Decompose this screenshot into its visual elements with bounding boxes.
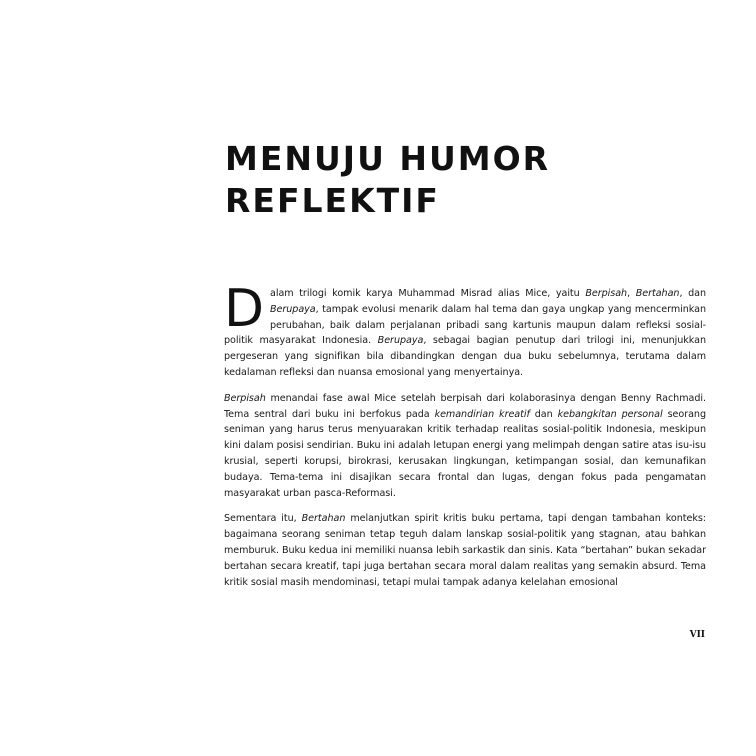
text-run: , tampak evolusi menarik dalam hal tema dan gaya ungkap yang mencerminkan perubahan, baik dalam perjalanan pribadi sang kartunis maupun dalam refleksi sosial-politik masyarakat Indonesia. — [224, 303, 706, 347]
italic-text: kemandirian kreatif — [434, 408, 530, 420]
text-run: , — [627, 288, 636, 299]
italic-text: Berupaya — [377, 335, 424, 347]
text-run: alam trilogi komik karya Muhammad Misrad alias Mice, yaitu — [270, 288, 586, 299]
paragraph-2 — [224, 391, 706, 502]
body-text — [224, 279, 707, 600]
italic-text: Berpisah — [585, 288, 628, 299]
italic-text: Bertahan — [635, 288, 680, 299]
italic-text: Berupaya — [270, 303, 316, 315]
text-run: , sebagai bagian penutup dari trilogi ini, menunjukkan pergeseran yang signifikan bila dibandingkan dengan dua buku sebelumnya, terutama dalam kedalaman refleksi dan nuansa emosional yang menyertainya. — [224, 335, 707, 378]
italic-text: kebangkitan personal — [557, 408, 663, 420]
text-run: , dan — [679, 288, 706, 299]
text-run: seorang seniman yang harus terus menyuarakan kritik terhadap realitas sosial-politik Indonesia, meskipun kini dalam posisi sendirian. Buku ini adalah letupan energi yang melimpah dengan satire atas isu-isu krusial, seperti korupsi, birokrasi, kerusakan lingkungan, ketimpangan sosial, dan kemunafikan budaya. Tema-tema ini disajikan secara frontal dan lugas, dengan fokus pada pengamatan masyarakat urban pasca-Reformasi. — [224, 408, 706, 499]
drop-cap: D — [224, 279, 264, 339]
chapter-title-line-1: MENUJU HUMOR — [225, 139, 551, 178]
chapter-title-line-2: REFLEKTIF — [225, 181, 440, 220]
text-run: dan — [529, 408, 558, 420]
chapter-title — [225, 138, 705, 222]
text-run: Sementara itu, — [224, 513, 302, 525]
paragraph-3 — [224, 511, 706, 590]
paragraph-1 — [224, 279, 707, 381]
italic-text: Berpisah — [224, 392, 266, 404]
italic-text: Bertahan — [301, 513, 346, 525]
text-run: melanjutkan spirit kritis buku pertama, tapi dengan tambahan konteks: bagaimana seorang seniman tetap teguh dalam lanskap sosial-politik yang stagnan, atau bahkan memburuk. Buku kedua ini memiliki nuansa lebih sarkastik dan sinis. Kata “bertahan” bukan sekadar bertahan secara kreatif, tapi juga bertahan secara moral dalam realitas yang semakin absurd. Tema kritik sosial masih mendominasi, tetapi mulai tampak adanya kelelahan emosional — [224, 513, 706, 588]
page-number: VII — [689, 630, 705, 640]
text-run: menandai fase awal Mice setelah berpisah dari kolaborasinya dengan Benny Rachmadi. Tema sentral dari buku ini berfokus pada — [224, 392, 706, 420]
